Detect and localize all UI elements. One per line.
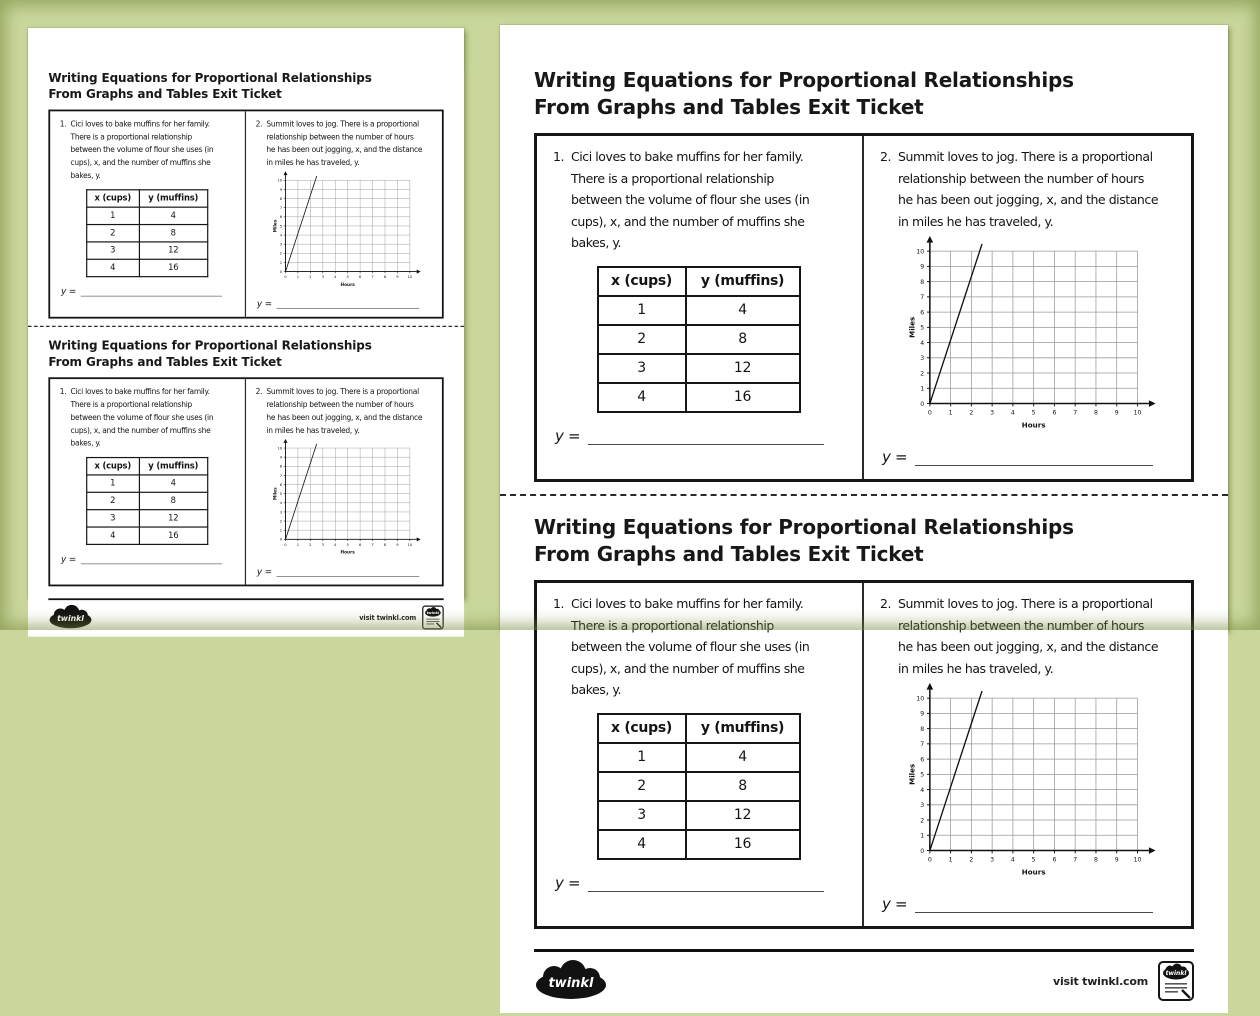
svg-text:5: 5 [279, 492, 282, 497]
svg-text:8: 8 [383, 275, 386, 280]
table-cell: 1 [598, 296, 686, 325]
table-cell: 1 [86, 207, 139, 224]
question-text-line: There is a proportional relationship [571, 617, 774, 633]
svg-text:0: 0 [279, 269, 282, 274]
svg-text:1: 1 [296, 542, 299, 547]
answer-row-q1 [555, 874, 824, 892]
svg-text:7: 7 [1072, 409, 1077, 417]
table-cell: 2 [598, 325, 686, 354]
svg-text:0: 0 [927, 409, 932, 417]
table-cell: 4 [686, 296, 800, 325]
title-line-1: Writing Equations for Proportional Relationships [48, 338, 372, 353]
svg-text:Miles: Miles [907, 763, 917, 785]
data-table [86, 189, 208, 277]
question-text-line: he has been out jogging, x, and the distance [266, 412, 423, 422]
table-row [598, 383, 800, 412]
worksheet-sheet [500, 67, 1228, 1013]
table-cell: 4 [139, 475, 207, 492]
table-header-y: y (muffins) [139, 457, 207, 474]
svg-text:6: 6 [1051, 856, 1056, 864]
worksheet-sheet [28, 70, 464, 637]
table-cell: 8 [139, 492, 207, 509]
svg-text:0: 0 [284, 542, 287, 547]
svg-text:7: 7 [371, 275, 374, 280]
table-cell: 16 [686, 830, 800, 859]
worksheet-page-left [28, 28, 464, 624]
table-row [86, 242, 207, 259]
table-row [598, 354, 800, 383]
question-2-panel [246, 379, 442, 584]
question-text-line: There is a proportional relationship [571, 170, 774, 186]
question-text-line: he has been out jogging, x, and the distance [266, 144, 423, 154]
svg-text:7: 7 [279, 473, 282, 478]
table-header-x: x (cups) [598, 714, 686, 743]
svg-text:8: 8 [279, 464, 282, 469]
svg-text:7: 7 [371, 542, 374, 547]
table-header-y: y (muffins) [686, 267, 800, 296]
question-text-line: Summit loves to jog. There is a proportional [266, 386, 419, 396]
twinkl-badge-icon [1158, 961, 1194, 1001]
svg-text:5: 5 [346, 542, 349, 547]
footer [534, 949, 1194, 1013]
table-header-y: y (muffins) [686, 714, 800, 743]
question-text-line: Cici loves to bake muffins for her family. [571, 596, 804, 611]
proportional-graph [907, 681, 1147, 881]
question-1-number: 1. [59, 119, 67, 129]
table-header-row [598, 267, 800, 296]
table-row [86, 207, 207, 224]
question-1-panel [537, 136, 864, 479]
worksheet-title [534, 514, 1194, 568]
table-row [86, 509, 207, 526]
twinkl-logo-icon [534, 961, 608, 1001]
question-2 [874, 146, 1179, 232]
table-cell: 16 [139, 527, 207, 544]
proportional-graph [271, 438, 415, 558]
question-2-panel [864, 136, 1191, 479]
question-text-line: bakes, y. [571, 682, 622, 697]
svg-text:0: 0 [927, 856, 932, 864]
exit-ticket-box [534, 580, 1194, 929]
table-row [598, 801, 800, 830]
question-2-text [266, 117, 422, 169]
table-row [598, 772, 800, 801]
question-2-text [898, 593, 1158, 679]
svg-text:5: 5 [919, 771, 924, 779]
question-1 [56, 117, 237, 181]
data-table [597, 713, 801, 860]
svg-text:4: 4 [919, 786, 924, 794]
question-text-line: in miles he has traveled, y. [266, 425, 360, 435]
svg-text:9: 9 [919, 263, 924, 271]
answer-equation-label: y = [555, 873, 581, 892]
worksheet-title [48, 70, 443, 102]
svg-text:1: 1 [279, 528, 282, 533]
question-1-text [71, 385, 214, 449]
svg-text:3: 3 [321, 275, 324, 280]
data-table [597, 266, 801, 413]
svg-text:1: 1 [948, 409, 953, 417]
question-2-number: 2. [255, 119, 263, 129]
table-cell: 2 [86, 492, 139, 509]
twinkl-badge-text: twinkl [1165, 970, 1187, 977]
svg-text:3: 3 [279, 242, 282, 247]
answer-row-q2 [882, 895, 1153, 913]
svg-text:10: 10 [915, 248, 924, 256]
table-cell: 4 [86, 527, 139, 544]
exit-ticket-box [534, 133, 1194, 482]
question-2-text [266, 385, 422, 437]
question-text-line: relationship between the number of hours [898, 170, 1144, 186]
table-row [598, 296, 800, 325]
svg-text:Miles: Miles [907, 316, 917, 338]
question-2 [874, 593, 1179, 679]
table-header-row [598, 714, 800, 743]
svg-text:1: 1 [948, 856, 953, 864]
svg-text:6: 6 [1051, 409, 1056, 417]
svg-text:0: 0 [284, 275, 287, 280]
svg-text:6: 6 [919, 756, 924, 764]
svg-text:4: 4 [1010, 856, 1015, 864]
svg-text:5: 5 [919, 324, 924, 332]
question-text-line: cups), x, and the number of muffins she [70, 157, 211, 167]
svg-text:5: 5 [346, 275, 349, 280]
svg-text:Hours: Hours [1021, 867, 1046, 877]
answer-equation-label: y = [60, 285, 77, 297]
svg-text:7: 7 [919, 741, 924, 749]
table-cell: 3 [86, 242, 139, 259]
table-row [86, 492, 207, 509]
question-text-line: relationship between the number of hours [266, 131, 414, 141]
table-cell: 4 [86, 259, 139, 276]
title-line-2: From Graphs and Tables Exit Ticket [534, 95, 924, 119]
cut-line [500, 494, 1228, 496]
table-cell: 8 [686, 325, 800, 354]
svg-text:2: 2 [279, 251, 282, 256]
question-1 [547, 593, 850, 701]
twinkl-logo-icon [48, 606, 92, 630]
svg-text:0: 0 [279, 537, 282, 542]
svg-text:5: 5 [1031, 409, 1036, 417]
answer-row-q1 [61, 285, 222, 296]
svg-text:9: 9 [1114, 856, 1119, 864]
answer-blank-line [277, 567, 419, 577]
svg-text:10: 10 [1133, 856, 1141, 864]
answer-equation-label: y = [882, 895, 908, 913]
question-text-line: Summit loves to jog. There is a proportional [266, 119, 419, 129]
answer-equation-label: y = [256, 298, 272, 310]
table-row [598, 325, 800, 354]
graph-container [874, 681, 1179, 881]
svg-text:8: 8 [919, 278, 924, 286]
question-text-line: between the volume of flour she uses (in [70, 412, 214, 422]
worksheet-title [48, 338, 443, 370]
svg-text:8: 8 [383, 542, 386, 547]
svg-text:7: 7 [1072, 856, 1077, 864]
question-text-line: There is a proportional relationship [70, 399, 193, 409]
svg-text:0: 0 [919, 400, 924, 408]
svg-text:Hours: Hours [1021, 420, 1046, 430]
graph-container [252, 438, 435, 558]
table-cell: 3 [598, 801, 686, 830]
svg-text:1: 1 [919, 832, 924, 840]
question-text-line: bakes, y. [70, 170, 101, 180]
question-2 [252, 117, 435, 169]
svg-text:4: 4 [279, 233, 282, 238]
question-1 [56, 385, 237, 449]
question-2-number: 2. [879, 596, 891, 611]
answer-equation-label: y = [555, 426, 581, 445]
question-1-panel [50, 379, 246, 584]
table-cell: 12 [139, 509, 207, 526]
svg-text:Miles: Miles [273, 487, 279, 500]
table-cell: 12 [686, 801, 800, 830]
svg-text:6: 6 [358, 542, 361, 547]
question-2-panel [864, 583, 1191, 926]
table-cell: 1 [598, 743, 686, 772]
question-1-text [571, 593, 809, 701]
svg-text:4: 4 [333, 542, 337, 547]
question-text-line: relationship between the number of hours [266, 399, 414, 409]
svg-text:Miles: Miles [273, 219, 279, 233]
title-line-1: Writing Equations for Proportional Relationships [48, 70, 372, 85]
footer [48, 598, 443, 636]
table-cell: 1 [86, 475, 139, 492]
svg-text:3: 3 [279, 510, 282, 515]
question-text-line: relationship between the number of hours [898, 617, 1144, 633]
svg-text:5: 5 [279, 224, 282, 229]
table-row [86, 259, 207, 276]
question-text-line: in miles he has traveled, y. [266, 157, 360, 167]
question-text-line: bakes, y. [571, 235, 622, 250]
answer-row-q1 [555, 427, 824, 445]
question-2-panel [246, 111, 442, 316]
svg-text:2: 2 [308, 542, 312, 547]
svg-text:10: 10 [277, 178, 282, 183]
answer-blank-line [81, 287, 222, 297]
answer-blank-line [81, 554, 222, 564]
answer-row-q2 [257, 298, 419, 309]
table-cell: 8 [686, 772, 800, 801]
title-line-1: Writing Equations for Proportional Relationships [534, 515, 1074, 539]
table-cell: 3 [86, 509, 139, 526]
question-1-panel [537, 583, 864, 926]
svg-text:1: 1 [919, 385, 924, 393]
twinkl-logo-text: twinkl [548, 976, 594, 991]
title-line-2: From Graphs and Tables Exit Ticket [48, 86, 282, 102]
svg-text:2: 2 [279, 519, 282, 524]
question-text-line: Summit loves to jog. There is a proportional [898, 149, 1153, 164]
svg-text:2: 2 [919, 817, 924, 825]
question-text-line: in miles he has traveled, y. [898, 660, 1054, 676]
question-text-line: between the volume of flour she uses (in [571, 192, 810, 207]
question-1-number: 1. [552, 149, 564, 164]
question-text-line: between the volume of flour she uses (in [571, 639, 810, 654]
question-1-text [571, 146, 809, 254]
svg-text:6: 6 [279, 215, 282, 220]
question-2-text [898, 146, 1158, 232]
svg-text:10: 10 [1133, 409, 1141, 417]
question-text-line: Summit loves to jog. There is a proportional [898, 596, 1153, 611]
svg-text:10: 10 [407, 542, 412, 547]
table-cell: 4 [139, 207, 207, 224]
table-row [598, 743, 800, 772]
svg-text:9: 9 [1114, 409, 1119, 417]
answer-blank-line [915, 897, 1153, 913]
visit-twinkl-text: visit twinkl.com [359, 613, 417, 622]
table-header-row [86, 190, 207, 207]
table-cell: 2 [86, 224, 139, 241]
question-2-number: 2. [255, 386, 263, 396]
svg-text:4: 4 [279, 501, 282, 506]
table-header-x: x (cups) [598, 267, 686, 296]
svg-text:10: 10 [407, 275, 412, 280]
title-line-2: From Graphs and Tables Exit Ticket [48, 354, 282, 369]
table-row [86, 475, 207, 492]
table-cell: 2 [598, 772, 686, 801]
svg-text:9: 9 [919, 710, 924, 718]
question-2 [252, 385, 435, 437]
table-cell: 4 [598, 383, 686, 412]
question-2-number: 2. [879, 149, 891, 164]
title-line-2: From Graphs and Tables Exit Ticket [534, 542, 924, 566]
question-text-line: Cici loves to bake muffins for her family. [571, 149, 804, 164]
svg-text:3: 3 [989, 409, 994, 417]
question-text-line: There is a proportional relationship [70, 131, 193, 141]
graph-container [874, 234, 1179, 434]
svg-text:7: 7 [279, 206, 282, 211]
table-cell: 3 [598, 354, 686, 383]
question-1-number: 1. [552, 596, 564, 611]
svg-text:5: 5 [1031, 856, 1036, 864]
answer-blank-line [915, 450, 1153, 466]
svg-text:2: 2 [968, 856, 973, 864]
table-cell: 4 [598, 830, 686, 859]
svg-text:6: 6 [358, 275, 361, 280]
svg-text:2: 2 [968, 409, 973, 417]
svg-text:9: 9 [279, 455, 282, 460]
table-header-x: x (cups) [86, 190, 139, 207]
answer-blank-line [588, 429, 824, 445]
svg-text:2: 2 [308, 275, 312, 280]
svg-text:10: 10 [915, 695, 924, 703]
answer-equation-label: y = [60, 553, 77, 564]
graph-container [252, 170, 435, 290]
table-row [598, 830, 800, 859]
svg-text:10: 10 [277, 446, 282, 451]
question-text-line: between the volume of flour she uses (in [70, 144, 214, 154]
question-text-line: he has been out jogging, x, and the distance [898, 192, 1159, 207]
svg-text:9: 9 [395, 275, 399, 280]
answer-blank-line [277, 299, 419, 309]
table-header-y: y (muffins) [139, 190, 207, 207]
answer-row-q2 [882, 448, 1153, 466]
question-text-line: cups), x, and the number of muffins she [571, 660, 805, 676]
table-row [86, 224, 207, 241]
question-text-line: Cici loves to bake muffins for her family. [70, 119, 210, 129]
table-header-x: x (cups) [86, 457, 139, 474]
exit-ticket-box [48, 377, 443, 586]
answer-blank-line [588, 876, 824, 892]
svg-text:2: 2 [919, 370, 924, 378]
worksheet-title [534, 67, 1194, 121]
svg-text:8: 8 [1093, 856, 1098, 864]
question-text-line: bakes, y. [70, 438, 101, 448]
svg-text:9: 9 [395, 542, 399, 547]
question-1-number: 1. [59, 386, 67, 396]
table-cell: 4 [686, 743, 800, 772]
question-text-line: he has been out jogging, x, and the distance [898, 639, 1159, 654]
question-text-line: cups), x, and the number of muffins she [70, 425, 211, 435]
table-row [86, 527, 207, 544]
svg-text:7: 7 [919, 294, 924, 302]
twinkl-logo-text: twinkl [57, 614, 84, 624]
svg-text:1: 1 [296, 275, 299, 280]
svg-text:8: 8 [279, 196, 282, 201]
visit-twinkl-text: visit twinkl.com [1053, 974, 1148, 988]
question-text-line: Cici loves to bake muffins for her family. [70, 386, 210, 396]
table-header-row [86, 457, 207, 474]
svg-text:3: 3 [989, 856, 994, 864]
svg-text:4: 4 [919, 339, 924, 347]
svg-text:4: 4 [333, 275, 337, 280]
answer-row-q1 [61, 553, 222, 564]
svg-text:4: 4 [1010, 409, 1015, 417]
question-1 [547, 146, 850, 254]
svg-text:0: 0 [919, 847, 924, 855]
title-line-1: Writing Equations for Proportional Relationships [534, 68, 1074, 92]
proportional-graph [271, 170, 415, 290]
question-1-text [71, 117, 214, 181]
svg-text:3: 3 [919, 802, 924, 810]
svg-text:Hours: Hours [340, 282, 355, 288]
table-cell: 16 [686, 383, 800, 412]
svg-text:Hours: Hours [340, 550, 355, 556]
table-cell: 16 [139, 259, 207, 276]
proportional-graph [907, 234, 1147, 434]
svg-text:8: 8 [1093, 409, 1098, 417]
answer-row-q2 [257, 566, 419, 577]
answer-equation-label: y = [256, 565, 272, 577]
worksheet-page-right [500, 25, 1228, 991]
svg-text:6: 6 [919, 309, 924, 317]
svg-text:9: 9 [279, 187, 282, 192]
cut-line [28, 326, 464, 327]
svg-text:3: 3 [321, 542, 324, 547]
table-cell: 12 [139, 242, 207, 259]
exit-ticket-box [48, 110, 443, 319]
table-cell: 8 [139, 224, 207, 241]
svg-text:3: 3 [919, 355, 924, 363]
svg-text:6: 6 [279, 482, 282, 487]
svg-text:1: 1 [279, 260, 282, 265]
data-table [86, 457, 208, 545]
question-text-line: cups), x, and the number of muffins she [571, 213, 805, 229]
table-cell: 12 [686, 354, 800, 383]
twinkl-badge-icon [422, 606, 444, 630]
question-text-line: in miles he has traveled, y. [898, 213, 1054, 229]
svg-text:8: 8 [919, 725, 924, 733]
answer-equation-label: y = [882, 448, 908, 466]
twinkl-badge-text: twinkl [426, 610, 440, 615]
question-1-panel [50, 111, 246, 316]
